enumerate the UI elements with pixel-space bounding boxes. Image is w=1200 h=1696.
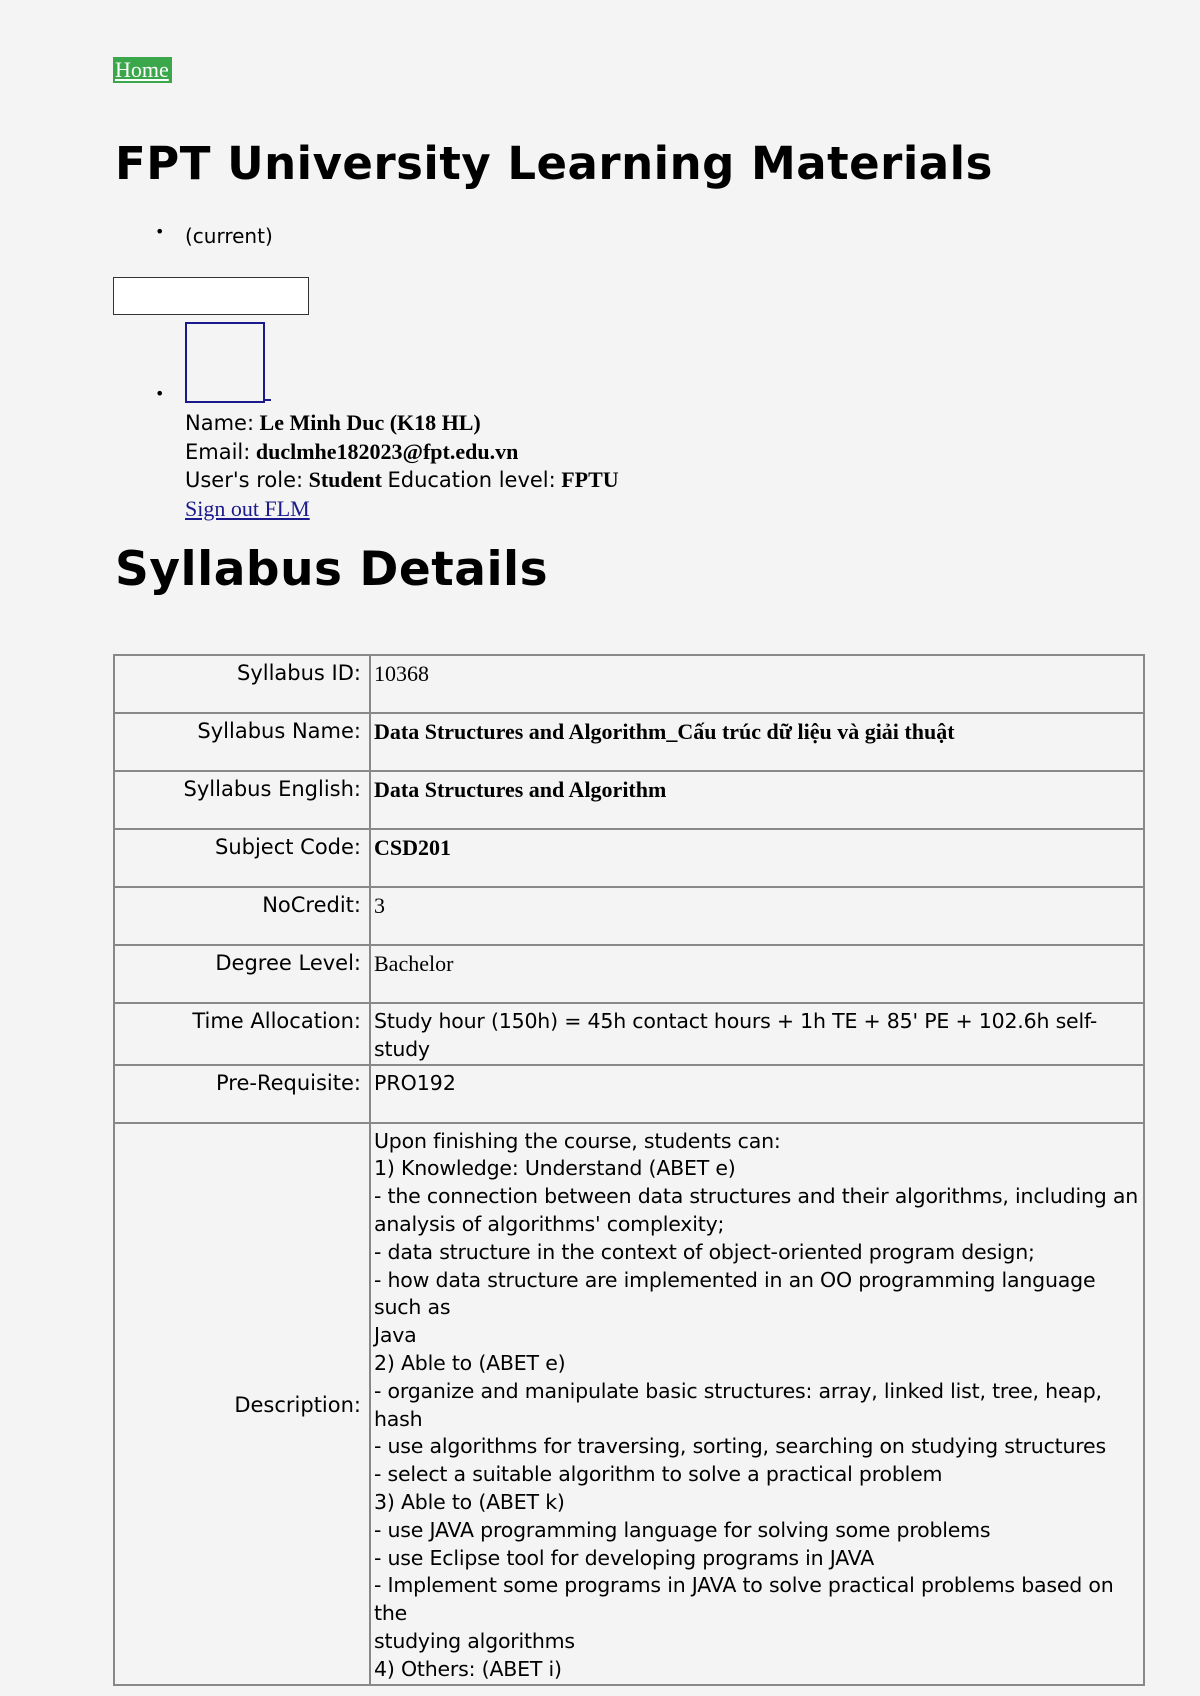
pre-requisite-value: PRO192 bbox=[370, 1065, 1144, 1123]
description-line: studying algorithms bbox=[374, 1628, 575, 1653]
description-line: - use algorithms for traversing, sorting, searching on studying structures bbox=[374, 1434, 1106, 1459]
user-name-line bbox=[185, 409, 619, 438]
site-title: FPT University Learning Materials bbox=[115, 137, 993, 190]
description-line: Java bbox=[374, 1323, 417, 1348]
degree-level-value: Bachelor bbox=[370, 945, 1144, 1003]
description-value bbox=[370, 1123, 1144, 1685]
search-input[interactable] bbox=[113, 277, 309, 315]
no-credit-label: NoCredit: bbox=[114, 887, 370, 945]
pre-requisite-label: Pre-Requisite: bbox=[114, 1065, 370, 1123]
user-education: FPTU bbox=[561, 467, 619, 492]
degree-level-label: Degree Level: bbox=[114, 945, 370, 1003]
description-line: - organize and manipulate basic structures: array, linked list, tree, heap, hash bbox=[374, 1378, 1102, 1431]
education-label: Education level: bbox=[387, 468, 556, 492]
user-info bbox=[185, 409, 619, 522]
sign-out-link[interactable]: Sign out FLM bbox=[185, 495, 310, 521]
user-email: duclmhe182023@fpt.edu.vn bbox=[255, 438, 519, 464]
table-row bbox=[114, 713, 1144, 771]
avatar-link-underline bbox=[265, 399, 271, 401]
description-line: - data structure in the context of object-oriented program design; bbox=[374, 1239, 1035, 1264]
description-line: - the connection between data structures and their algorithms, including an bbox=[374, 1184, 1139, 1209]
description-line: - use Eclipse tool for developing programs in JAVA bbox=[374, 1545, 875, 1570]
syllabus-english-value: Data Structures and Algorithm bbox=[370, 771, 1144, 829]
name-label: Name: bbox=[185, 411, 255, 435]
syllabus-english-label: Syllabus English: bbox=[114, 771, 370, 829]
description-label: Description: bbox=[114, 1123, 370, 1685]
table-row bbox=[114, 1065, 1144, 1123]
time-allocation-label: Time Allocation: bbox=[114, 1003, 370, 1065]
user-role-line bbox=[185, 466, 619, 495]
description-line: 4) Others: (ABET i) bbox=[374, 1656, 562, 1681]
section-title: Syllabus Details bbox=[115, 542, 549, 597]
table-row bbox=[114, 887, 1144, 945]
home-link[interactable]: Home bbox=[113, 57, 172, 83]
bullet-icon: • bbox=[155, 384, 165, 403]
description-line: 1) Knowledge: Understand (ABET e) bbox=[374, 1156, 736, 1181]
role-label: User's role: bbox=[185, 468, 304, 492]
table-row bbox=[114, 771, 1144, 829]
syllabus-name-label: Syllabus Name: bbox=[114, 713, 370, 771]
description-line: Upon finishing the course, students can: bbox=[374, 1128, 781, 1153]
subject-code-label: Subject Code: bbox=[114, 829, 370, 887]
syllabus-table bbox=[113, 654, 1145, 1686]
user-name: Le Minh Duc (K18 HL) bbox=[259, 410, 481, 435]
user-role: Student bbox=[308, 467, 382, 492]
description-line: - select a suitable algorithm to solve a practical problem bbox=[374, 1462, 943, 1487]
table-row bbox=[114, 655, 1144, 713]
bullet-icon: • bbox=[155, 222, 165, 241]
description-line: - Implement some programs in JAVA to solve practical problems based on the bbox=[374, 1573, 1114, 1626]
subject-code-value: CSD201 bbox=[370, 829, 1144, 887]
description-line: 2) Able to (ABET e) bbox=[374, 1350, 566, 1375]
description-line: - use JAVA programming language for solving some problems bbox=[374, 1517, 991, 1542]
no-credit-value: 3 bbox=[370, 887, 1144, 945]
email-label: Email: bbox=[185, 439, 251, 464]
description-line: - how data structure are implemented in an OO programming language such as bbox=[374, 1267, 1096, 1320]
description-line: 3) Able to (ABET k) bbox=[374, 1489, 565, 1514]
time-allocation-value: Study hour (150h) = 45h contact hours + 1h TE + 85' PE + 102.6h self-study bbox=[370, 1003, 1144, 1065]
syllabus-id-value: 10368 bbox=[370, 655, 1144, 713]
description-line: analysis of algorithms' complexity; bbox=[374, 1211, 725, 1236]
table-row bbox=[114, 829, 1144, 887]
syllabus-id-label: Syllabus ID: bbox=[114, 655, 370, 713]
syllabus-name-value: Data Structures and Algorithm_Cấu trúc dữ liệu và giải thuật bbox=[370, 713, 1144, 771]
table-row bbox=[114, 1123, 1144, 1685]
avatar[interactable] bbox=[185, 322, 265, 403]
table-row bbox=[114, 1003, 1144, 1065]
user-email-line bbox=[185, 438, 619, 467]
signout-line bbox=[185, 495, 619, 523]
nav-current-label: (current) bbox=[185, 224, 273, 248]
table-row bbox=[114, 945, 1144, 1003]
